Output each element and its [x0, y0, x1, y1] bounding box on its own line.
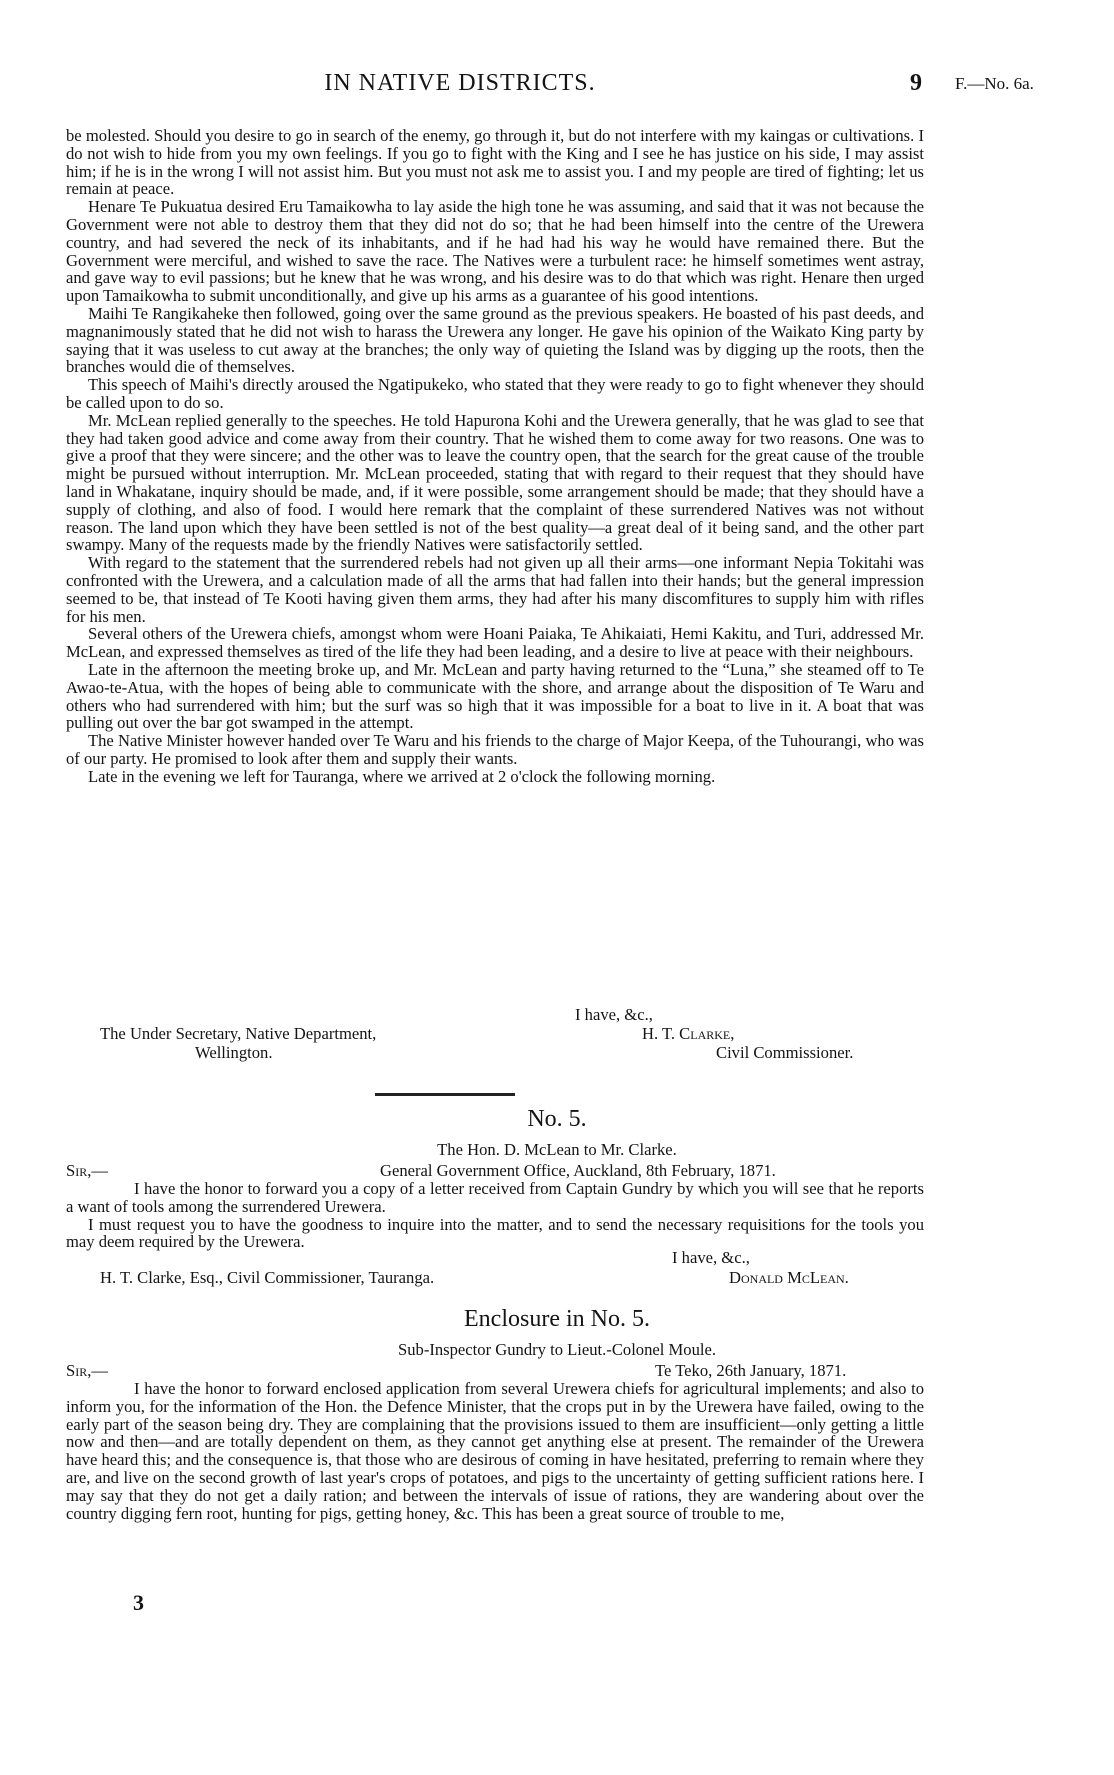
letter-salutation: Sir,—	[66, 1161, 108, 1180]
section-divider	[375, 1093, 515, 1096]
body-paragraph-1: be molested. Should you desire to go in search of the enemy, go through it, but do not interfere with my kaingas or cultivations. I do not wish to hide from you my own feelings. If you go to fight with the King and I see he has justice on his side, I may assist him; if he is in the wrong I will not assist him. But you must not ask me to assist you. I and my people are tired of fighting; let us remain at peace.	[66, 126, 924, 199]
addressee-line-1: The Under Secretary, Native Department,	[100, 1024, 377, 1043]
letter-signer: Donald McLean.	[729, 1268, 849, 1287]
signer-title: Civil Commissioner.	[716, 1043, 854, 1062]
letter-subheading: The Hon. D. McLean to Mr. Clarke.	[437, 1140, 677, 1159]
letter-paragraph-2: I must request you to have the goodness to inquire into the matter, and to send the necessary requisitions for the tools you may deem required by the Urewera.	[66, 1214, 924, 1252]
enclosure-heading: Enclosure in No. 5.	[464, 1306, 650, 1332]
body-paragraph-6: With regard to the statement that the surrendered rebels had not given up all their arms—one informant Nepia Tokitahi was confronted with the Urewera, and a calculation made of all the arms that had fallen into their hands; but the general impression seemed to be, that instead of Te Kooti having given them arms, they had after his many discomfitures to supply him with rifles for his men.	[66, 553, 924, 626]
page-number: 9	[910, 70, 922, 96]
signer-name: H. T. Clarke,	[642, 1024, 735, 1043]
letter-addressee: H. T. Clarke, Esq., Civil Commissioner, Tauranga.	[100, 1268, 435, 1287]
enclosure-subheading: Sub-Inspector Gundry to Lieut.-Colonel Moule.	[398, 1340, 716, 1359]
enclosure-body	[66, 1380, 924, 1522]
body-paragraph-5: Mr. McLean replied generally to the speeches. He told Hapurona Kohi and the Urewera generally, that he was glad to see that they had taken good advice and come away from their country. That he wished them to come away for two reasons. One was to give a proof that they were sincere; and the other was to leave the country open, that the search for the great cause of the trouble might be pursued without interruption. Mr. McLean proceeded, stating that with regard to their request that they should have land in Whakatane, inquiry should be made, and, if it were possible, some arrangement should be made; that they should have a supply of clothing, and also of food. I would here remark that the complaint of these surrendered Natives was not without reason. The land upon which they have been settled is not of the best quality—a great deal of it being sand, and the other part swampy. Many of the requests made by the friendly Natives were satisfactorily settled.	[66, 410, 924, 555]
body-paragraph-8: Late in the afternoon the meeting broke up, and Mr. McLean and party having returned to the “Luna,” she steamed off to Te Awao-te-Atua, with the hopes of being able to communicate with the shore, and arrange about the disposition of Te Waru and others who had surrendered with him; but the surf was so high that it was impossible for a boat to live in it. A boat that was pulling out over the bar got swamped in the attempt.	[66, 659, 924, 733]
body-paragraph-4: This speech of Maihi's directly aroused the Ngatipukeko, who stated that they were ready to go to fight whenever they should be called upon to do so.	[66, 375, 924, 412]
letter-body	[66, 1180, 924, 1251]
paper-reference: F.—No. 6a.	[955, 74, 1034, 93]
report-body	[66, 127, 924, 785]
body-paragraph-10: Late in the evening we left for Tauranga, where we arrived at 2 o'clock the following morning.	[88, 766, 716, 786]
closing-i-have: I have, &c.,	[575, 1005, 653, 1024]
enclosure-dateline: Te Teko, 26th January, 1871.	[655, 1361, 847, 1380]
letter-paragraph-1: I have the honor to forward you a copy of a letter received from Captain Gundry by which you will see that he reports a want of tools among the surrendered Urewera.	[66, 1179, 924, 1216]
letter-heading: No. 5.	[527, 1106, 587, 1132]
letter-dateline: General Government Office, Auckland, 8th February, 1871.	[380, 1161, 776, 1180]
body-paragraph-2: Henare Te Pukuatua desired Eru Tamaikowha to lay aside the high tone he was assuming, and said that it was not because the Government were not able to destroy them that they did not do so; that he had been himself into the centre of the Urewera country, and had severed the neck of its inhabitants, and if he had had his way he would have remained there. But the Government were merciful, and wished to save the race. The Natives were a turbulent race: he himself sometimes went astray, and gave way to evil passions; but he knew that he was wrong, and his desire was to do that which was right. Henare then urged upon Tamaikowha to submit unconditionally, and give up his arms as a guarantee of his good intentions.	[66, 197, 924, 306]
enclosure-paragraph: I have the honor to forward enclosed application from several Urewera chiefs for agricultural implements; and also to inform you, for the information of the Hon. the Defence Minister, that the crops put in by the Urewera have failed, owing to the early part of the season being dry. They are complaining that the provisions issued to them are insufficient—only getting a little now and then—and are totally dependent on them, as they cannot get anything else at present. The remainder of the Urewera have heard this; and the consequence is, that those who are desirous of coming in have hesitated, preferring to remain where they are, and live on the second growth of last year's crops of potatoes, and pigs to the uncertainty of getting sufficient rations here. I may say that they do not get a daily ration; and between the intervals of issue of rations, they are wandering about over the country digging fern root, hunting for pigs, getting honey, &c. This has been a great source of trouble to me,	[66, 1379, 924, 1523]
letter-i-have: I have, &c.,	[672, 1248, 750, 1267]
running-header-title: IN NATIVE DISTRICTS.	[324, 70, 596, 96]
body-paragraph-7: Several others of the Urewera chiefs, amongst whom were Hoani Paiaka, Te Ahikaiati, Hemi Kakitu, and Turi, addressed Mr. McLean, and expressed themselves as tired of the life they had been leading, and a desire to live at peace with their neighbours.	[66, 624, 924, 662]
body-paragraph-9: The Native Minister however handed over Te Waru and his friends to the charge of Major Keepa, of the Tuhourangi, who was of our party. He promised to look after them and supply their wants.	[66, 731, 924, 768]
signature-mark: 3	[133, 1590, 144, 1615]
addressee-line-2: Wellington.	[195, 1043, 273, 1062]
enclosure-salutation: Sir,—	[66, 1361, 108, 1380]
body-paragraph-3: Maihi Te Rangikaheke then followed, going over the same ground as the previous speakers. He boasted of his past deeds, and magnanimously stated that he did not wish to harass the Urewera any longer. He gave his opinion of the Waikato King party by saying that it was useless to cut away at the branches; the only way of quieting the Island was by digging up the roots, then the branches would die of themselves.	[66, 303, 924, 377]
